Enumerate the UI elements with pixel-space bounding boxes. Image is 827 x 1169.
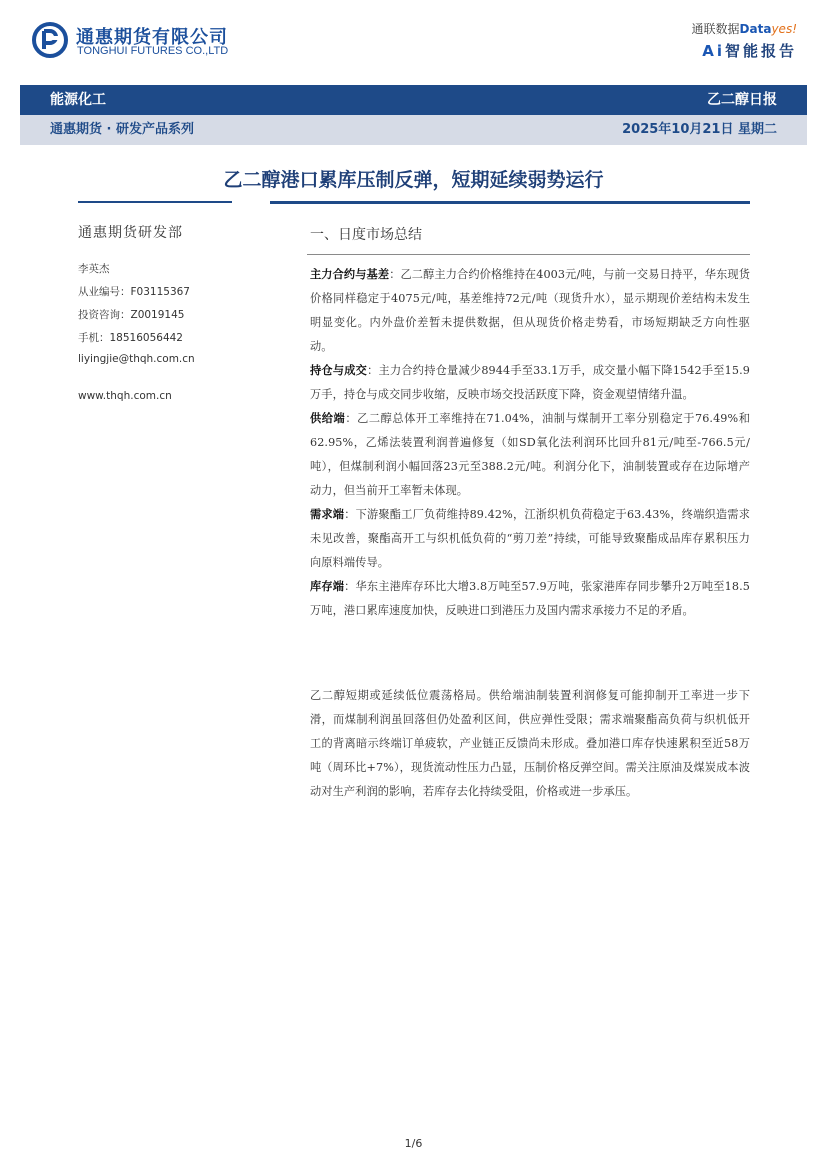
ai-report-label: 智能报告 (724, 42, 797, 60)
ai-report-badge (702, 40, 797, 61)
company-name-en: TONGHUI FUTURES CO.,LTD (77, 45, 229, 57)
sector-label: 能源化工 (50, 92, 106, 108)
license-value: F03115367 (130, 286, 190, 298)
page-number: 1/6 (404, 1137, 423, 1150)
para-label: 持仓与成交 (310, 364, 368, 377)
phone-value: 18516056442 (109, 332, 183, 344)
author-name: 李英杰 (78, 263, 110, 275)
para-label: 主力合约与基差 (310, 268, 390, 281)
advisor-value: Z0019145 (130, 309, 185, 321)
para-sep: ： (389, 268, 401, 281)
para-sep: ： (344, 580, 356, 593)
conclusion-paragraph (310, 684, 750, 804)
company-name-cn: 通惠期货有限公司 (76, 27, 228, 48)
para-text: 乙二醇主力合约价格维持在4003元/吨，与前一交易日持平，华东现货价格同样稳定于4075元/吨，基差维持72元/吨（现货升水），显示期现价差结构未发生明显变化。内外盘价差暂未提供数据，但从现货价格走势看，市场短期缺乏方向性驱动。 (310, 268, 750, 353)
advisor-line (78, 307, 184, 322)
para-text: 下游聚酯工厂负荷维持89.42%，江浙织机负荷稳定于63.43%，终端织造需求未见改善，聚酯高开工与织机低负荷的“剪刀差”持续，可能导致聚酯成品库存累积压力向原料端传导。 (310, 508, 750, 569)
para-label: 库存端 (310, 580, 345, 593)
para-label: 供给端 (310, 412, 346, 425)
para-text: 乙二醇总体开工率维持在71.04%，油制与煤制开工率分别稳定于76.49%和62.95%，乙烯法装置利润普遍修复（如SD氧化法利润环比回升81元/吨至-766.5元/吨），但煤制利润小幅回落23元至388.2元/吨。利润分化下，油制装置或存在边际增产动力，但当前开工率暂未体现。 (310, 412, 751, 497)
para-position (310, 359, 750, 407)
ai-mark: Ai (702, 42, 725, 60)
company-logo-icon (32, 22, 68, 58)
conclusion-text: 乙二醇短期或延续低位震荡格局。供给端油制装置利润修复可能抑制开工率进一步下滑，而煤制利润虽回落但仍处盈利区间，供应弹性受限；需求端聚酯高负荷与织机低开工的背离暗示终端订单疲软，产业链正反馈尚未形成。叠加港口库存快速累积至近58万吨（周环比+7%），现货流动性压力凸显，压制价格反弹空间。需关注原油及煤炭成本波动对生产利润的影响，若库存去化持续受阻，价格或进一步承压。 (310, 689, 750, 798)
advisor-label: 投资咨询： (78, 309, 131, 321)
report-date: 2025年10月21日 星期二 (622, 122, 777, 137)
email-link[interactable]: liyingjie@thqh.com.cn (78, 353, 195, 365)
dept-name: 通惠期货研发部 (78, 225, 183, 241)
sub-band (20, 115, 807, 145)
para-inventory (310, 575, 750, 623)
datayes-brand-a: Data (739, 22, 772, 36)
report-type: 乙二醇日报 (707, 92, 777, 108)
title-divider (270, 201, 750, 204)
para-text: 主力合约持仓量减少8944手至33.1万手，成交量小幅下降1542手至15.9万手，持仓与成交同步收缩，反映市场交投活跃度下降，资金观望情绪升温。 (310, 364, 750, 401)
para-supply (310, 407, 750, 503)
datayes-label: 通联数据 (691, 22, 740, 36)
datayes-brand-b: yes! (771, 22, 797, 36)
series-label: 通惠期货 · 研发产品系列 (50, 122, 194, 137)
para-contract (310, 263, 750, 359)
section-divider (307, 254, 750, 255)
license-line (78, 284, 190, 299)
summary-body (310, 263, 750, 623)
para-sep: ： (345, 412, 358, 425)
phone-label: 手机： (78, 332, 110, 344)
para-sep: ： (367, 364, 379, 377)
phone-line (78, 330, 183, 345)
top-band (20, 85, 807, 115)
para-sep: ： (344, 508, 356, 521)
datayes-brand (692, 20, 797, 37)
para-demand (310, 503, 750, 575)
sidebar-divider (78, 201, 232, 203)
para-text: 华东主港库存环比大增3.8万吨至57.9万吨，张家港库存同步攀升2万吨至18.5万吨，港口累库速度加快，反映进口到港压力及国内需求承接力不足的矛盾。 (310, 580, 750, 617)
section-heading: 一、日度市场总结 (310, 227, 422, 243)
license-label: 从业编号： (78, 286, 131, 298)
page-title: 乙二醇港口累库压制反弹，短期延续弱势运行 (223, 169, 604, 191)
website-link[interactable]: www.thqh.com.cn (78, 390, 172, 402)
para-label: 需求端 (310, 508, 345, 521)
